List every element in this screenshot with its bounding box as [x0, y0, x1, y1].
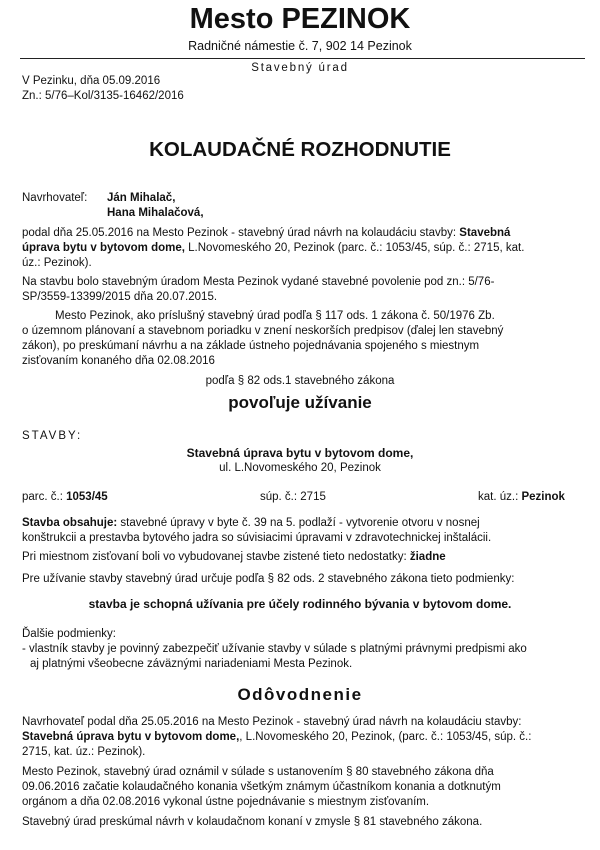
- other-conditions-label: Ďalšie podmienky:: [22, 628, 116, 640]
- authority-line-2: o územnom plánovaní a stavebnom poriadku v znení neskorších predpisov (ďalej len stavebný: [22, 325, 504, 337]
- conditions-intro: Pre užívanie stavby stavebný úrad určuje podľa § 82 ods. 2 stavebného zákona tieto podmienky:: [22, 573, 515, 585]
- place-date: V Pezinku, dňa 05.09.2016: [22, 75, 161, 87]
- permit-line-2: SP/3559-13399/2015 dňa 20.07.2015.: [22, 291, 218, 303]
- reasoning-p2-line-3: orgánom a dňa 02.08.2016 vykonal ústne pojednávanie s miestnym zisťovaním.: [22, 796, 430, 808]
- authority-line-4: zisťovaním konaného dňa 02.08.2016: [22, 355, 215, 367]
- intro-line-2: úprava bytu v bytovom dome, L.Novomeského 20, Pezinok (parc. č.: 1053/45, súp. č.: 2715, kat.: [22, 242, 525, 254]
- header-divider: [20, 58, 585, 59]
- parcel-number: parc. č.: 1053/45: [22, 491, 108, 503]
- office-name: Stavebný úrad: [251, 62, 349, 74]
- supisne-number: súp. č.: 2715: [260, 491, 326, 503]
- applicant-name-1: Ján Mihalač,: [107, 192, 176, 204]
- authority-line-3: zákon), po preskúmaní návrhu a na základe ústneho pojednávania spojeného s miestnym: [22, 340, 480, 352]
- cadastral-area: kat. úz.: Pezinok: [478, 491, 565, 503]
- file-number: Zn.: 5/76–Kol/3135-16462/2016: [22, 90, 184, 102]
- permit-line-1: Na stavbu bolo stavebným úradom Mesta Pezinok vydané stavebné povolenie pod zn.: 5/76-: [22, 276, 495, 288]
- reasoning-p1-line-2: Stavebná úprava bytu v bytovom dome,, L.Novomeského 20, Pezinok, (parc. č.: 1053/45, súp. č.:: [22, 731, 532, 743]
- building-name: Stavebná úprava bytu v bytovom dome,: [186, 446, 414, 460]
- stavby-label: STAVBY:: [22, 430, 83, 442]
- defects-line: Pri miestnom zisťovaní boli vo vybudovanej stavbe zistené tieto nedostatky: žiadne: [22, 551, 446, 563]
- reasoning-p1-line-3: 2715, kat. úz.: Pezinok).: [22, 746, 146, 758]
- main-condition: stavba je schopná užívania pre účely rodinného bývania v bytovom dome.: [88, 597, 512, 611]
- decision-heading: povoľuje užívanie: [228, 393, 372, 412]
- document-title: KOLAUDAČNÉ ROZHODNUTIE: [149, 138, 451, 161]
- reasoning-p2-line-1: Mesto Pezinok, stavebný úrad oznámil v súlade s ustanovením § 80 stavebného zákona dňa: [22, 766, 494, 778]
- other-condition-line-1: - vlastník stavby je povinný zabezpečiť užívanie stavby v súlade s platnými právnymi predpismi ako: [22, 643, 527, 655]
- content-line-2: konštrukcii a prestavba bytového jadra so súvisiacimi úpravami v zdravotechnickej inštalácii.: [22, 532, 492, 544]
- reasoning-p3: Stavebný úrad preskúmal návrh v kolaudačnom konaní v zmysle § 81 stavebného zákona.: [22, 816, 483, 828]
- intro-line-1: podal dňa 25.05.2016 na Mesto Pezinok - stavebný úrad návrh na kolaudáciu stavby: Stavebná: [22, 227, 511, 239]
- reasoning-p2-line-2: 09.06.2016 začatie kolaudačného konania všetkým známym účastníkom konania a dotknutým: [22, 781, 501, 793]
- legal-basis: podľa § 82 ods.1 stavebného zákona: [205, 375, 395, 387]
- authority-line-1: Mesto Pezinok, ako príslušný stavebný úrad podľa § 117 ods. 1 zákona č. 50/1976 Zb.: [55, 310, 495, 322]
- city-title: Mesto PEZINOK: [189, 3, 411, 35]
- reasoning-heading: Odôvodnenie: [237, 685, 363, 704]
- applicant-label: Navrhovateľ:: [22, 192, 88, 204]
- applicant-name-2: Hana Mihalačová,: [107, 207, 204, 219]
- building-address: ul. L.Novomeského 20, Pezinok: [219, 462, 381, 474]
- other-condition-line-2: aj platnými všeobecne záväznými nariadeniami Mesta Pezinok.: [30, 658, 353, 670]
- content-line-1: Stavba obsahuje: stavebné úpravy v byte č. 39 na 5. podlaží - vytvorenie otvoru v nosnej: [22, 517, 480, 529]
- reasoning-p1-line-1: Navrhovateľ podal dňa 25.05.2016 na Mesto Pezinok - stavebný úrad návrh na kolaudáciu stavby:: [22, 716, 522, 728]
- intro-line-3: úz.: Pezinok).: [22, 257, 92, 269]
- city-address: Radničné námestie č. 7, 902 14 Pezinok: [188, 39, 412, 53]
